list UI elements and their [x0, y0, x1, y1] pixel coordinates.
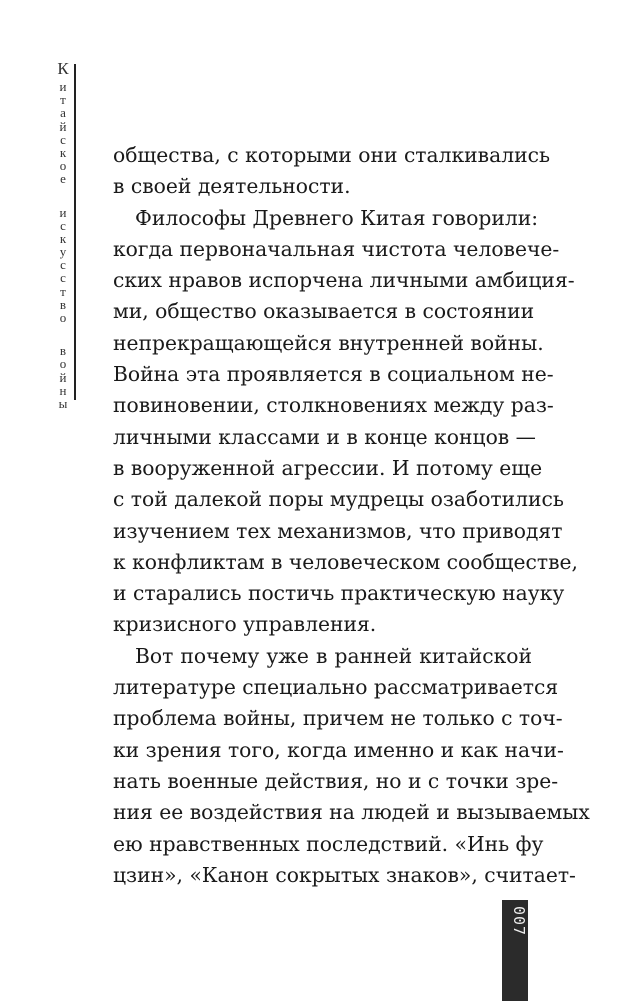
page-number: 007 — [510, 906, 528, 937]
text-line: изучением тех механизмов, что приводят — [113, 518, 563, 543]
running-head — [54, 59, 72, 411]
text-line: в своей деятельности. — [113, 174, 351, 199]
running-head-letter: т — [60, 92, 66, 108]
text-line: личными классами и в конце концов — — [113, 424, 536, 449]
running-head-letter: е — [60, 171, 66, 187]
text-line: проблема войны, причем не только с точ- — [113, 706, 563, 731]
running-head-letter: и — [59, 204, 67, 220]
running-head-letter: в — [59, 296, 67, 312]
text-line: к конфликтам в человеческом сообществе, — [113, 549, 578, 574]
text-line: Вот почему уже в ранней китайской — [135, 643, 532, 668]
running-head-letter: с — [60, 270, 66, 286]
running-head-letter: у — [59, 244, 67, 260]
running-head-letter: о — [59, 356, 67, 372]
text-line: ею нравственных последствий. «Инь фу — [113, 831, 544, 856]
running-head-rule — [74, 64, 76, 400]
running-head-letter: о — [59, 158, 67, 174]
text-line: с той далекой поры мудрецы озаботились — [113, 487, 564, 512]
text-line: ми, общество оказывается в состоянии — [113, 299, 535, 324]
text-line: когда первоначальная чистота человече- — [113, 236, 560, 261]
text-line: ки зрения того, когда именно и как начи- — [113, 737, 564, 762]
text-line: в вооруженной агрессии. И потому еще — [113, 455, 543, 480]
running-head-letter: и — [59, 79, 67, 94]
running-head-letter: о — [59, 310, 67, 325]
text-line: кризисного управления. — [113, 612, 377, 637]
running-head-letter: й — [59, 369, 67, 385]
running-head-letter: к — [59, 144, 67, 160]
text-line: цзин», «Канон сокрытых знаков», считает- — [113, 862, 576, 887]
running-head-letter: й — [59, 118, 67, 134]
running-head-letter: ы — [58, 395, 68, 411]
running-head-letter: К — [57, 59, 69, 78]
running-head-letter: к — [59, 230, 67, 246]
text-line: нать военные действия, но и с точки зре- — [113, 768, 559, 793]
running-head-letter: с — [60, 217, 66, 233]
text-line: Философы Древнего Китая говорили: — [135, 205, 539, 230]
page-number-tab — [502, 900, 528, 1001]
running-head-letter: а — [60, 105, 66, 121]
text-line: повиновении, столкновениях между раз- — [113, 393, 554, 418]
running-head-letter: с — [60, 257, 66, 273]
text-line: общества, с которыми они сталкивались — [113, 143, 550, 167]
running-head-letter: в — [59, 343, 67, 359]
running-head-letter: н — [59, 382, 67, 398]
text-line: и старались постичь практическую науку — [113, 581, 565, 606]
text-line: непрекращающейся внутренней войны. — [113, 330, 544, 355]
text-line: литературе специально рассматривается — [113, 675, 559, 700]
text-line: ских нравов испорчена личными амбиция- — [113, 268, 575, 293]
running-head-letter: т — [60, 283, 66, 299]
text-line: ния ее воздействия на людей и вызываемых — [113, 800, 590, 825]
text-line: Война эта проявляется в социальном не- — [113, 362, 554, 387]
running-head-letter: с — [60, 131, 66, 147]
body-text — [113, 140, 590, 891]
